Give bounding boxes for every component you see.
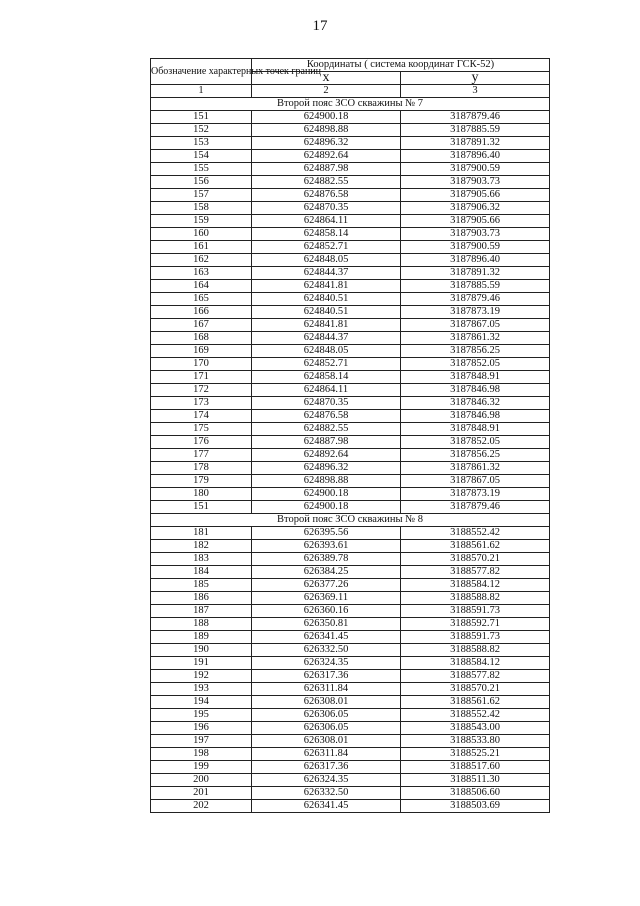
y-coordinate-cell: 3187852.05: [401, 358, 550, 371]
y-coordinate-cell: 3188570.21: [401, 683, 550, 696]
table-row: [151, 540, 550, 553]
y-coordinate-cell: 3188591.73: [401, 631, 550, 644]
x-coordinate-cell: 624896.32: [252, 462, 401, 475]
y-coordinate-cell: 3187861.32: [401, 462, 550, 475]
y-coordinate-cell: 3187885.59: [401, 124, 550, 137]
x-coordinate-cell: 624864.11: [252, 384, 401, 397]
point-number-cell: 166: [151, 306, 252, 319]
x-coordinate-cell: 624844.37: [252, 332, 401, 345]
point-number-cell: 164: [151, 280, 252, 293]
y-coordinate-cell: 3188561.62: [401, 540, 550, 553]
table-row: [151, 254, 550, 267]
table-row: [151, 332, 550, 345]
y-coordinate-cell: 3187905.66: [401, 215, 550, 228]
page-number: 17: [312, 18, 328, 34]
point-number-cell: 190: [151, 644, 252, 657]
point-number-cell: 193: [151, 683, 252, 696]
table-row: [151, 631, 550, 644]
x-coordinate-cell: 626317.36: [252, 761, 401, 774]
y-coordinate-cell: 3188588.82: [401, 644, 550, 657]
x-coordinate-cell: 626393.61: [252, 540, 401, 553]
x-coordinate-cell: 624848.05: [252, 254, 401, 267]
y-coordinate-cell: 3188584.12: [401, 579, 550, 592]
x-coordinate-cell: 624900.18: [252, 488, 401, 501]
table-row: [151, 566, 550, 579]
table-row: [151, 709, 550, 722]
table-row: [151, 527, 550, 540]
point-number-cell: 174: [151, 410, 252, 423]
x-coordinate-cell: 624887.98: [252, 436, 401, 449]
table-row: [151, 605, 550, 618]
point-number-cell: 201: [151, 787, 252, 800]
y-coordinate-cell: 3187900.59: [401, 163, 550, 176]
y-coordinate-cell: 3187846.98: [401, 384, 550, 397]
y-coordinate-cell: 3187867.05: [401, 475, 550, 488]
x-coordinate-cell: 626341.45: [252, 631, 401, 644]
x-coordinate-cell: 624898.88: [252, 124, 401, 137]
coordinates-table: [150, 58, 550, 813]
y-coordinate-cell: 3188592.71: [401, 618, 550, 631]
y-coordinate-cell: 3188533.80: [401, 735, 550, 748]
x-coordinate-cell: 626369.11: [252, 592, 401, 605]
x-coordinate-cell: 626308.01: [252, 735, 401, 748]
point-number-cell: 183: [151, 553, 252, 566]
y-coordinate-cell: 3188577.82: [401, 566, 550, 579]
column-number-3: 3: [401, 85, 550, 98]
point-number-cell: 171: [151, 371, 252, 384]
table-row: [151, 202, 550, 215]
point-number-cell: 192: [151, 670, 252, 683]
point-number-cell: 178: [151, 462, 252, 475]
point-number-cell: 180: [151, 488, 252, 501]
table-row: [151, 800, 550, 813]
y-coordinate-cell: 3187848.91: [401, 423, 550, 436]
y-coordinate-cell: 3188503.69: [401, 800, 550, 813]
table-row: [151, 696, 550, 709]
points-designation-header: Обозначение характерных точек границ: [151, 59, 252, 85]
point-number-cell: 175: [151, 423, 252, 436]
x-coordinate-cell: 626332.50: [252, 787, 401, 800]
table-row: [151, 215, 550, 228]
table-row: [151, 228, 550, 241]
table-row: [151, 722, 550, 735]
y-coordinate-cell: 3187891.32: [401, 267, 550, 280]
point-number-cell: 156: [151, 176, 252, 189]
y-coordinate-cell: 3187896.40: [401, 150, 550, 163]
x-coordinate-cell: 626341.45: [252, 800, 401, 813]
y-coordinate-cell: 3188506.60: [401, 787, 550, 800]
x-coordinate-cell: 624858.14: [252, 228, 401, 241]
y-coordinate-cell: 3187848.91: [401, 371, 550, 384]
point-number-cell: 179: [151, 475, 252, 488]
table-row: [151, 501, 550, 514]
point-number-cell: 162: [151, 254, 252, 267]
table-row: [151, 267, 550, 280]
y-coordinate-cell: 3188525.21: [401, 748, 550, 761]
table-row: [151, 670, 550, 683]
point-number-cell: 199: [151, 761, 252, 774]
x-coordinate-cell: 626311.84: [252, 748, 401, 761]
point-number-cell: 154: [151, 150, 252, 163]
y-coordinate-cell: 3187861.32: [401, 332, 550, 345]
x-coordinate-cell: 626350.81: [252, 618, 401, 631]
y-coordinate-cell: 3187846.98: [401, 410, 550, 423]
y-coordinate-cell: 3187879.46: [401, 293, 550, 306]
section-row: [151, 98, 550, 111]
table-row: [151, 124, 550, 137]
table-row: [151, 293, 550, 306]
point-number-cell: 187: [151, 605, 252, 618]
coordinates-header: Координаты ( система координат ГСК-52): [252, 59, 550, 72]
table-row: [151, 319, 550, 332]
y-coordinate-cell: 3187867.05: [401, 319, 550, 332]
section-row: [151, 514, 550, 527]
y-coordinate-cell: 3188511.30: [401, 774, 550, 787]
x-coordinate-cell: 624898.88: [252, 475, 401, 488]
table-row: [151, 735, 550, 748]
x-coordinate-cell: 624876.58: [252, 410, 401, 423]
y-coordinate-cell: 3188543.00: [401, 722, 550, 735]
x-coordinate-cell: 624887.98: [252, 163, 401, 176]
x-coordinate-cell: 626308.01: [252, 696, 401, 709]
y-coordinate-cell: 3187885.59: [401, 280, 550, 293]
table-row: [151, 657, 550, 670]
table-row: [151, 189, 550, 202]
x-coordinate-cell: 624840.51: [252, 306, 401, 319]
table-row: [151, 579, 550, 592]
x-coordinate-cell: 626332.50: [252, 644, 401, 657]
x-coordinate-cell: 626384.25: [252, 566, 401, 579]
point-number-cell: 173: [151, 397, 252, 410]
y-coordinate-cell: 3188561.62: [401, 696, 550, 709]
point-number-cell: 186: [151, 592, 252, 605]
table-row: [151, 644, 550, 657]
table-row: [151, 384, 550, 397]
table-row: [151, 150, 550, 163]
point-number-cell: 202: [151, 800, 252, 813]
table-row: [151, 618, 550, 631]
point-number-cell: 170: [151, 358, 252, 371]
x-header: x: [252, 72, 401, 85]
x-coordinate-cell: 624900.18: [252, 111, 401, 124]
point-number-cell: 157: [151, 189, 252, 202]
x-coordinate-cell: 624870.35: [252, 202, 401, 215]
point-number-cell: 151: [151, 501, 252, 514]
y-coordinate-cell: 3187879.46: [401, 501, 550, 514]
y-coordinate-cell: 3187903.73: [401, 176, 550, 189]
table-row: [151, 449, 550, 462]
y-coordinate-cell: 3187846.32: [401, 397, 550, 410]
point-number-cell: 163: [151, 267, 252, 280]
x-coordinate-cell: 624882.55: [252, 423, 401, 436]
point-number-cell: 189: [151, 631, 252, 644]
point-number-cell: 153: [151, 137, 252, 150]
point-number-cell: 161: [151, 241, 252, 254]
y-coordinate-cell: 3187879.46: [401, 111, 550, 124]
y-coordinate-cell: 3187852.05: [401, 436, 550, 449]
table-row: [151, 592, 550, 605]
table-row: [151, 774, 550, 787]
table-row: [151, 761, 550, 774]
x-coordinate-cell: 626306.05: [252, 709, 401, 722]
x-coordinate-cell: 624896.32: [252, 137, 401, 150]
table-row: [151, 488, 550, 501]
x-coordinate-cell: 626306.05: [252, 722, 401, 735]
y-coordinate-cell: 3187856.25: [401, 449, 550, 462]
y-coordinate-cell: 3188552.42: [401, 709, 550, 722]
x-coordinate-cell: 624840.51: [252, 293, 401, 306]
y-coordinate-cell: 3188552.42: [401, 527, 550, 540]
point-number-cell: 188: [151, 618, 252, 631]
point-number-cell: 185: [151, 579, 252, 592]
y-coordinate-cell: 3187903.73: [401, 228, 550, 241]
x-coordinate-cell: 624892.64: [252, 150, 401, 163]
point-number-cell: 177: [151, 449, 252, 462]
point-number-cell: 200: [151, 774, 252, 787]
x-coordinate-cell: 626389.78: [252, 553, 401, 566]
x-coordinate-cell: 624870.35: [252, 397, 401, 410]
point-number-cell: 191: [151, 657, 252, 670]
x-coordinate-cell: 624900.18: [252, 501, 401, 514]
point-number-cell: 167: [151, 319, 252, 332]
table-row: [151, 553, 550, 566]
x-coordinate-cell: 624882.55: [252, 176, 401, 189]
table-row: [151, 410, 550, 423]
point-number-cell: 159: [151, 215, 252, 228]
table-row: [151, 748, 550, 761]
point-number-cell: 195: [151, 709, 252, 722]
x-coordinate-cell: 626324.35: [252, 657, 401, 670]
point-number-cell: 198: [151, 748, 252, 761]
table-row: [151, 111, 550, 124]
table-row: [151, 423, 550, 436]
y-coordinate-cell: 3188570.21: [401, 553, 550, 566]
y-coordinate-cell: 3188591.73: [401, 605, 550, 618]
table-row: [151, 306, 550, 319]
x-coordinate-cell: 624864.11: [252, 215, 401, 228]
x-coordinate-cell: 624852.71: [252, 358, 401, 371]
section-title: Второй пояс ЗСО скважины № 7: [151, 98, 550, 111]
x-coordinate-cell: 624876.58: [252, 189, 401, 202]
x-coordinate-cell: 624852.71: [252, 241, 401, 254]
column-number-2: 2: [252, 85, 401, 98]
point-number-cell: 181: [151, 527, 252, 540]
point-number-cell: 160: [151, 228, 252, 241]
section-title: Второй пояс ЗСО скважины № 8: [151, 514, 550, 527]
x-coordinate-cell: 626360.16: [252, 605, 401, 618]
x-coordinate-cell: 624841.81: [252, 319, 401, 332]
point-number-cell: 169: [151, 345, 252, 358]
point-number-cell: 194: [151, 696, 252, 709]
table-row: [151, 475, 550, 488]
y-header: у: [401, 72, 550, 85]
table-row: [151, 176, 550, 189]
point-number-cell: 197: [151, 735, 252, 748]
y-coordinate-cell: 3188577.82: [401, 670, 550, 683]
y-coordinate-cell: 3187900.59: [401, 241, 550, 254]
y-coordinate-cell: 3188584.12: [401, 657, 550, 670]
point-number-cell: 182: [151, 540, 252, 553]
y-coordinate-cell: 3187906.32: [401, 202, 550, 215]
y-coordinate-cell: 3187896.40: [401, 254, 550, 267]
column-number-1: 1: [151, 85, 252, 98]
y-coordinate-cell: 3187905.66: [401, 189, 550, 202]
x-coordinate-cell: 624844.37: [252, 267, 401, 280]
point-number-cell: 155: [151, 163, 252, 176]
y-coordinate-cell: 3188588.82: [401, 592, 550, 605]
point-number-cell: 152: [151, 124, 252, 137]
point-number-cell: 184: [151, 566, 252, 579]
x-coordinate-cell: 626395.56: [252, 527, 401, 540]
point-number-cell: 158: [151, 202, 252, 215]
x-coordinate-cell: 624848.05: [252, 345, 401, 358]
x-coordinate-cell: 626311.84: [252, 683, 401, 696]
point-number-cell: 168: [151, 332, 252, 345]
table-row: [151, 397, 550, 410]
point-number-cell: 176: [151, 436, 252, 449]
table-row: [151, 137, 550, 150]
x-coordinate-cell: 624858.14: [252, 371, 401, 384]
y-coordinate-cell: 3187873.19: [401, 488, 550, 501]
x-coordinate-cell: 626377.26: [252, 579, 401, 592]
x-coordinate-cell: 626324.35: [252, 774, 401, 787]
point-number-cell: 172: [151, 384, 252, 397]
x-coordinate-cell: 624841.81: [252, 280, 401, 293]
table-row: [151, 462, 550, 475]
table-row: [151, 241, 550, 254]
point-number-cell: 165: [151, 293, 252, 306]
table-row: [151, 371, 550, 384]
table-row: [151, 345, 550, 358]
point-number-cell: 151: [151, 111, 252, 124]
x-coordinate-cell: 626317.36: [252, 670, 401, 683]
y-coordinate-cell: 3187891.32: [401, 137, 550, 150]
table-row: [151, 683, 550, 696]
table-row: [151, 787, 550, 800]
table-row: [151, 436, 550, 449]
y-coordinate-cell: 3187873.19: [401, 306, 550, 319]
y-coordinate-cell: 3188517.60: [401, 761, 550, 774]
point-number-cell: 196: [151, 722, 252, 735]
y-coordinate-cell: 3187856.25: [401, 345, 550, 358]
table-row: [151, 280, 550, 293]
table-row: [151, 358, 550, 371]
table-row: [151, 163, 550, 176]
x-coordinate-cell: 624892.64: [252, 449, 401, 462]
